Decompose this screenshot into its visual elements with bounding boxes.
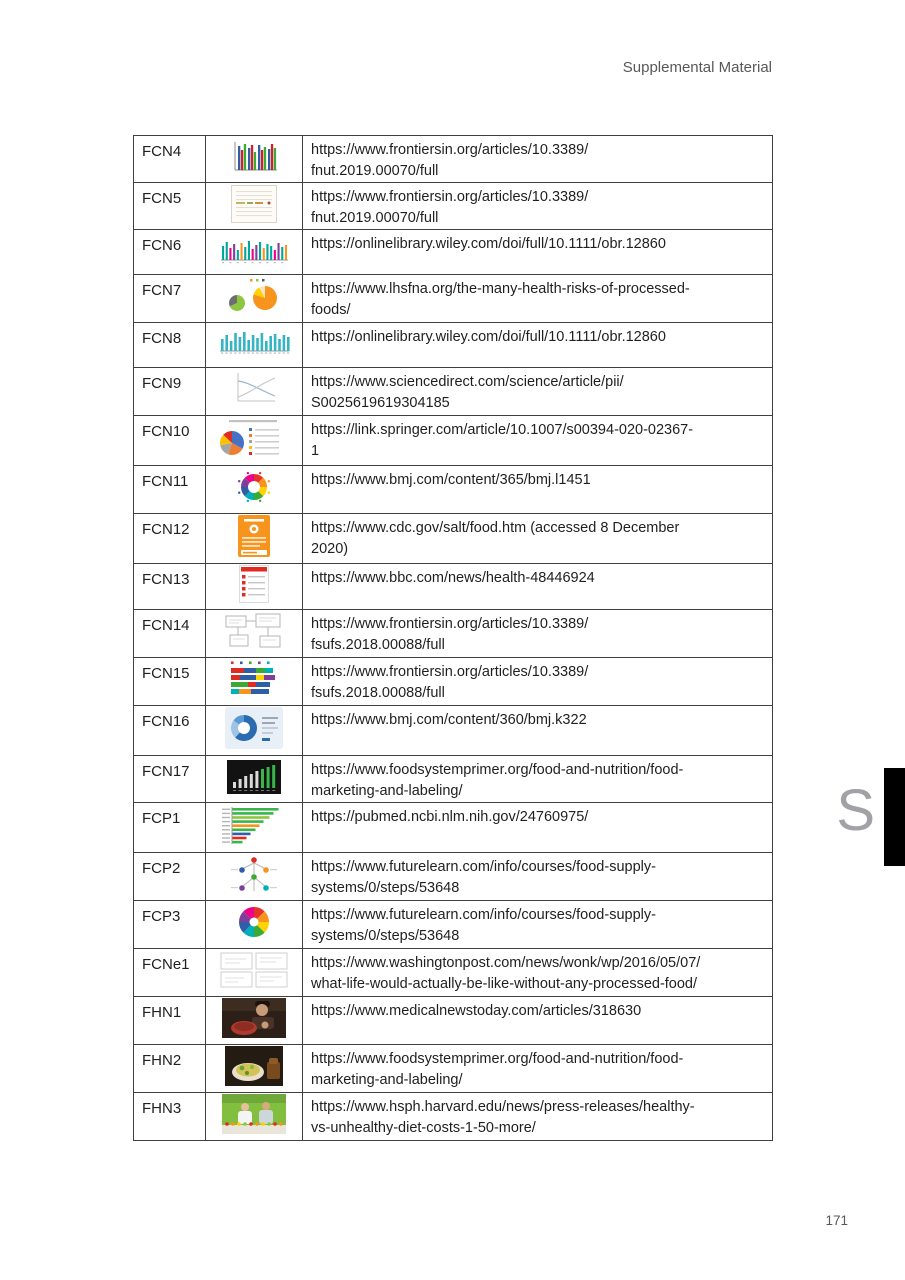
thumbnail-cell (206, 1045, 303, 1093)
source-url (303, 564, 773, 610)
figure-id: FCN12 (134, 514, 206, 564)
table-row (134, 706, 773, 756)
table-row (134, 136, 773, 183)
source-url-line: https://link.springer.com/article/10.1007/s00394-020-02367- (311, 422, 694, 438)
source-url (303, 610, 773, 658)
supplemental-table-body (134, 136, 773, 1141)
color-wheel-chart-thumbnail (231, 902, 277, 942)
figure-id: FCN9 (134, 368, 206, 416)
source-url (303, 416, 773, 466)
orange-infographic-thumbnail (238, 515, 270, 557)
source-url-line: https://www.frontiersin.org/articles/10.3389/ (311, 189, 589, 205)
source-url-line: fnut.2019.00070/full (311, 210, 439, 226)
thumbnail-cell (206, 136, 303, 183)
figure-id: FCN16 (134, 706, 206, 756)
blue-donut-chart-thumbnail (225, 707, 283, 749)
source-url (303, 466, 773, 514)
figure-id: FCN5 (134, 183, 206, 230)
sketch-diagram-thumbnail (222, 611, 286, 651)
table-row (134, 230, 773, 275)
source-url (303, 853, 773, 901)
thumbnail-cell (206, 368, 303, 416)
sketch-panels-thumbnail (218, 950, 290, 990)
thin-bar-chart-thumbnail (217, 235, 291, 265)
source-url (303, 1045, 773, 1093)
table-row (134, 183, 773, 230)
source-url-line: https://www.futurelearn.com/info/courses/food-supply- (311, 859, 656, 875)
thumbnail-cell (206, 658, 303, 706)
source-url-line: vs-unhealthy-diet-costs-1-50-more/ (311, 1120, 536, 1136)
source-url-line: https://www.bmj.com/content/360/bmj.k322 (311, 712, 587, 728)
source-url-line: 1 (311, 443, 320, 459)
source-url-line: fnut.2019.00070/full (311, 163, 439, 179)
source-url-line: https://www.frontiersin.org/articles/10.3389/ (311, 664, 589, 680)
node-diagram-thumbnail (229, 854, 279, 894)
figure-id: FCNe1 (134, 949, 206, 997)
supplemental-table (133, 135, 772, 1141)
table-row (134, 756, 773, 803)
pie-charts-thumbnail (224, 276, 284, 316)
source-url (303, 803, 773, 853)
table-row (134, 564, 773, 610)
source-url-line: https://www.washingtonpost.com/news/wonk/wp/2016/05/07/ (311, 955, 701, 971)
source-url-line: https://www.frontiersin.org/articles/10.3389/ (311, 616, 589, 632)
source-url-line: fsufs.2018.00088/full (311, 685, 445, 701)
table-row (134, 466, 773, 514)
source-url (303, 1093, 773, 1141)
thumbnail-cell (206, 610, 303, 658)
source-url (303, 901, 773, 949)
figure-id: FHN1 (134, 997, 206, 1045)
source-url (303, 275, 773, 323)
figure-id: FCP3 (134, 901, 206, 949)
source-url-line: https://www.cdc.gov/salt/food.htm (accessed 8 December (311, 520, 680, 536)
source-url-line: https://www.bmj.com/content/365/bmj.l1451 (311, 472, 591, 488)
thumbnail-cell (206, 275, 303, 323)
source-url-line: https://pubmed.ncbi.nlm.nih.gov/24760975/ (311, 809, 589, 825)
figure-id: FCP1 (134, 803, 206, 853)
thumbnail-cell (206, 706, 303, 756)
donut-chart-thumbnail (232, 467, 276, 507)
thumbnail-cell (206, 756, 303, 803)
figure-id: FCN14 (134, 610, 206, 658)
source-url-line: what-life-would-actually-be-like-without-any-processed-food/ (311, 976, 698, 992)
table-row (134, 323, 773, 368)
table-row (134, 803, 773, 853)
figure-source-table (133, 135, 773, 1141)
table-row (134, 275, 773, 323)
teal-bar-chart-thumbnail (215, 325, 293, 361)
table-row (134, 853, 773, 901)
thumbnail-cell (206, 416, 303, 466)
source-url (303, 368, 773, 416)
thumbnail-cell (206, 183, 303, 230)
figure-id: FCN13 (134, 564, 206, 610)
thumbnail-cell (206, 803, 303, 853)
source-url-line: https://www.hsph.harvard.edu/news/press-releases/healthy- (311, 1099, 695, 1115)
source-url-line: https://www.sciencedirect.com/science/article/pii/ (311, 374, 624, 390)
source-url (303, 514, 773, 564)
section-letter: S (836, 778, 875, 843)
source-url-line: 2020) (311, 541, 349, 557)
source-url-line: systems/0/steps/53648 (311, 880, 460, 896)
thumbnail-cell (206, 997, 303, 1045)
thumbnail-cell (206, 466, 303, 514)
pie-chart-legend-thumbnail (215, 417, 293, 459)
source-url (303, 136, 773, 183)
figure-id: FHN3 (134, 1093, 206, 1141)
line-chart-thumbnail (230, 369, 278, 409)
source-url-line: https://www.bbc.com/news/health-48446924 (311, 570, 595, 586)
section-tab-marker (884, 768, 905, 866)
source-url-line: https://www.frontiersin.org/articles/10.3389/ (311, 142, 589, 158)
figure-id: FCP2 (134, 853, 206, 901)
photo-person-eating-thumbnail (222, 998, 286, 1038)
table-row (134, 997, 773, 1045)
photo-food-thumbnail (225, 1046, 283, 1086)
table-row (134, 368, 773, 416)
source-url (303, 706, 773, 756)
source-url-line: https://www.medicalnewstoday.com/articles/318630 (311, 1003, 642, 1019)
source-url-line: S0025619619304185 (311, 395, 450, 411)
figure-id: FCN6 (134, 230, 206, 275)
thumbnail-cell (206, 230, 303, 275)
table-row (134, 610, 773, 658)
source-url-line: https://onlinelibrary.wiley.com/doi/full/10.1111/obr.12860 (311, 236, 666, 252)
figure-id: FCN17 (134, 756, 206, 803)
photo-grocery-thumbnail (222, 1094, 286, 1134)
source-url-line: systems/0/steps/53648 (311, 928, 460, 944)
source-url (303, 756, 773, 803)
source-url (303, 323, 773, 368)
figure-id: FCN11 (134, 466, 206, 514)
thumbnail-cell (206, 853, 303, 901)
source-url (303, 997, 773, 1045)
thumbnail-cell (206, 564, 303, 610)
grouped-bar-chart-thumbnail (228, 138, 280, 176)
table-row (134, 949, 773, 997)
source-url (303, 658, 773, 706)
thumbnail-cell (206, 514, 303, 564)
figure-id: FCN8 (134, 323, 206, 368)
stacked-bar-chart-thumbnail (225, 659, 283, 699)
source-url-line: fsufs.2018.00088/full (311, 637, 445, 653)
thumbnail-cell (206, 901, 303, 949)
red-infographic-thumbnail (239, 565, 269, 603)
thumbnail-cell (206, 1093, 303, 1141)
running-header: Supplemental Material (622, 59, 772, 76)
source-url (303, 230, 773, 275)
source-url-line: https://www.foodsystemprimer.org/food-and-nutrition/food- (311, 1051, 684, 1067)
figure-id: FCN4 (134, 136, 206, 183)
horizontal-bar-chart-thumbnail (220, 804, 288, 846)
table-row (134, 514, 773, 564)
figure-id: FCN10 (134, 416, 206, 466)
source-url (303, 183, 773, 230)
dark-bar-chart-thumbnail (227, 760, 281, 794)
figure-id: FCN15 (134, 658, 206, 706)
source-url (303, 949, 773, 997)
source-url-line: marketing-and-labeling/ (311, 783, 463, 799)
table-row (134, 1093, 773, 1141)
source-url-line: foods/ (311, 302, 351, 318)
source-url-line: https://www.futurelearn.com/info/courses/food-supply- (311, 907, 656, 923)
table-row (134, 901, 773, 949)
source-url-line: https://www.foodsystemprimer.org/food-and-nutrition/food- (311, 762, 684, 778)
table-row (134, 1045, 773, 1093)
table-row (134, 416, 773, 466)
source-url-line: marketing-and-labeling/ (311, 1072, 463, 1088)
page-number: 171 (825, 1213, 848, 1228)
figure-id: FCN7 (134, 275, 206, 323)
thumbnail-cell (206, 949, 303, 997)
figure-id: FHN2 (134, 1045, 206, 1093)
table-row (134, 658, 773, 706)
source-url-line: https://onlinelibrary.wiley.com/doi/full/10.1111/obr.12860 (311, 329, 666, 345)
thumbnail-cell (206, 323, 303, 368)
source-url-line: https://www.lhsfna.org/the-many-health-risks-of-processed- (311, 281, 690, 297)
figure-page-thumbnail (231, 185, 277, 223)
